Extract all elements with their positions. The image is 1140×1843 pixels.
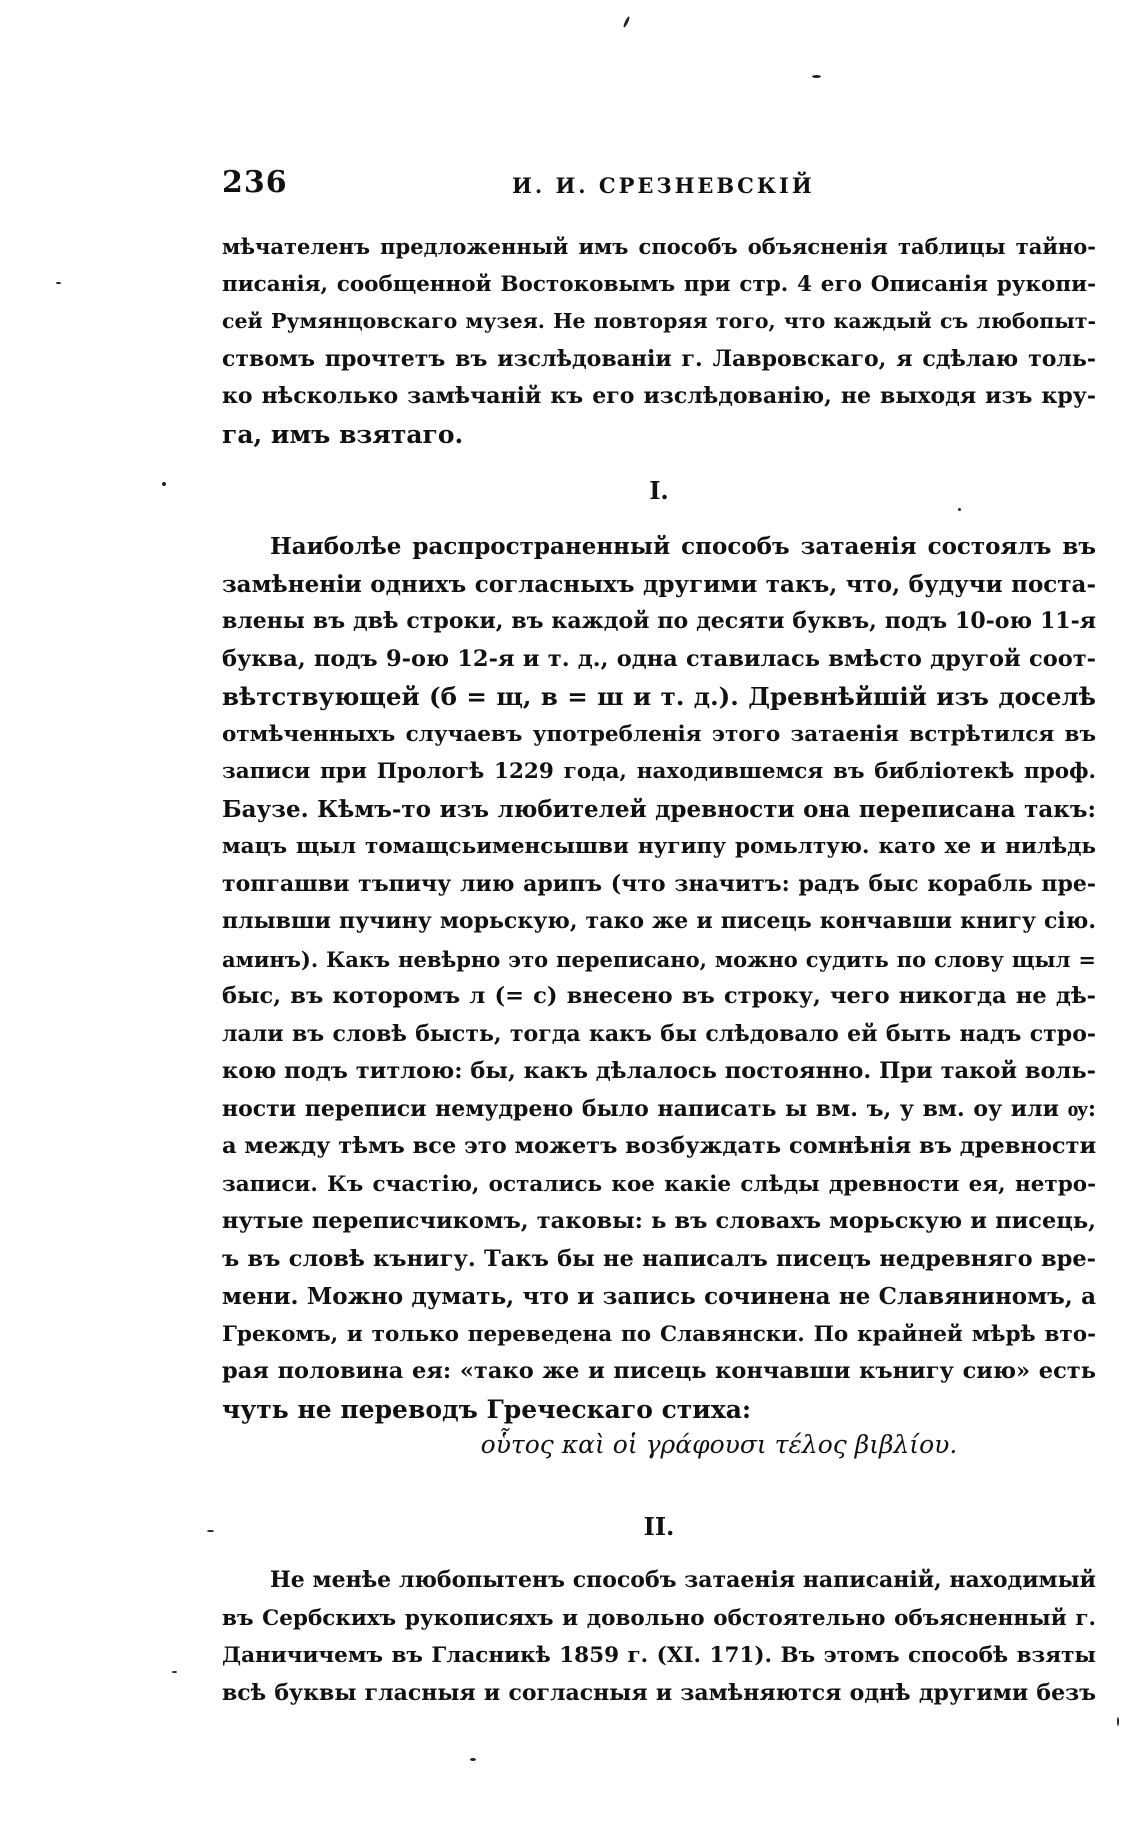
running-head: И. И. СРЕЗНЕВСКIЙ: [512, 173, 815, 198]
text-line: ности переписи немудрено было написать ы вм. ъ, у вм. оу или ѹ:: [222, 1095, 1096, 1122]
text-line: замѣненіи однихъ согласныхъ другими такъ, что, будучи поста-: [222, 570, 1096, 598]
text-line: рая половина ея: «тако же и писець кончавши кънигу сию» есть: [222, 1358, 1096, 1384]
text-line: ко нѣсколько замѣчаній къ его изслѣдованію, не выходя изъ кру-: [222, 383, 1096, 409]
scan-speck: [207, 1530, 214, 1532]
text-line: а между тѣмъ все это можетъ возбуждать сомнѣнія въ древности: [222, 1133, 1096, 1159]
scan-speck: [812, 75, 821, 78]
scan-speck: [162, 482, 166, 486]
text-line: сей Румянцовскаго музея. Не повторяя того, что каждый съ любопыт-: [222, 309, 1096, 333]
text-line: плывши пучину морьскую, тако же и писець кончавши книгу сію.: [222, 908, 1096, 934]
section-two-paragraph: [222, 1562, 1096, 1712]
text-line: Грекомъ, и только переведена по Славянски. По крайней мѣрѣ вто-: [222, 1321, 1096, 1347]
text-line: аминъ). Какъ невѣрно это переписано, можно судить по слову щыл =: [222, 946, 1096, 972]
section-number-one: I.: [649, 476, 669, 505]
text-line: записи при Прологѣ 1229 года, находившемся въ библіотекѣ проф.: [222, 759, 1096, 784]
text-line: мѣчателенъ предложенный имъ способъ объясненія таблицы тайно-: [222, 234, 1096, 259]
greek-quote: οὗτος καὶ οἱ γράφουσι τέλος βιβλίου.: [480, 1430, 958, 1459]
section-number-two: II.: [643, 1512, 675, 1541]
text-line: чуть не переводъ Греческаго стиха:: [222, 1394, 752, 1424]
scan-speck: [1117, 1717, 1119, 1726]
text-line: мацъ щыл томащсьименсышви нугипу ромьлтую. като хе и нилѣдь: [222, 834, 1096, 859]
text-line: Баузе. Кѣмъ-то изъ любителей древности она переписана такъ:: [222, 795, 1096, 823]
page-header: [222, 165, 1096, 209]
section-one-paragraph: [222, 528, 1096, 1428]
text-line: кою подъ титлою: бы, какъ дѣлалось постоянно. При такой воль-: [222, 1058, 1096, 1084]
text-line: Наиболѣе распространенный способъ затаенія состоялъ въ: [270, 533, 1096, 560]
text-line: буква, подъ 9-ою 12-я и т. д., одна ставилась вмѣсто другой соот-: [222, 645, 1096, 672]
text-line: писанія, сообщенной Востоковымъ при стр. 4 его Описанія рукопи-: [222, 271, 1096, 297]
text-line: лали въ словѣ бысть, тогда какъ бы слѣдовало ей быть надъ стро-: [222, 1020, 1096, 1047]
text-line: ствомъ прочтетъ въ изслѣдованіи г. Лавровскаго, я сдѣлаю толь-: [222, 345, 1096, 372]
text-line: нутые переписчикомъ, таковы: ь въ словахъ морьскую и писець,: [222, 1208, 1096, 1234]
text-line: влены въ двѣ строки, въ каждой по десяти буквъ, подъ 10-ою 11-я: [222, 608, 1096, 634]
scan-speck: [470, 1758, 476, 1761]
text-line: въ Сербскихъ рукописяхъ и довольно обстоятельно объясненный г.: [222, 1605, 1096, 1631]
text-line: мени. Можно думать, что и запись сочинена не Славяниномъ, а: [222, 1283, 1096, 1310]
text-line: Не менѣе любопытенъ способъ затаенія написаній, находимый: [270, 1567, 1096, 1593]
text-line: ъ въ словѣ кънигу. Такъ бы не написалъ писецъ недревняго вре-: [222, 1245, 1096, 1272]
text-line: топгашви тъпичу лию арипъ (что значитъ: радъ быс корабль пре-: [222, 870, 1096, 897]
scan-speck: [623, 16, 631, 28]
text-line: вѣтствующей (б = щ, в = ш и т. д.). Древнѣйшій изъ доселѣ: [222, 682, 1096, 711]
page-number: 236: [222, 165, 288, 200]
text-line: га, имъ взятаго.: [222, 419, 464, 449]
text-line: быс, въ которомъ л (= с) внесено въ строку, чего никогда не дѣ-: [222, 983, 1096, 1009]
text-line: отмѣченныхъ случаевъ употребленія этого затаенія встрѣтился въ: [222, 721, 1096, 747]
text-line: записи. Къ счастію, остались кое какіе слѣды древности ея, нетро-: [222, 1171, 1096, 1197]
scan-speck: [958, 508, 961, 511]
text-line: всѣ буквы гласныя и согласныя и замѣняются однѣ другими безъ: [222, 1679, 1096, 1706]
text-line: Даничичемъ въ Гласникѣ 1859 г. (XI. 171). Въ этомъ способѣ взяты: [222, 1643, 1096, 1668]
scan-speck: [172, 1671, 177, 1673]
intro-paragraph: [222, 228, 1096, 453]
scan-speck: [56, 282, 61, 284]
